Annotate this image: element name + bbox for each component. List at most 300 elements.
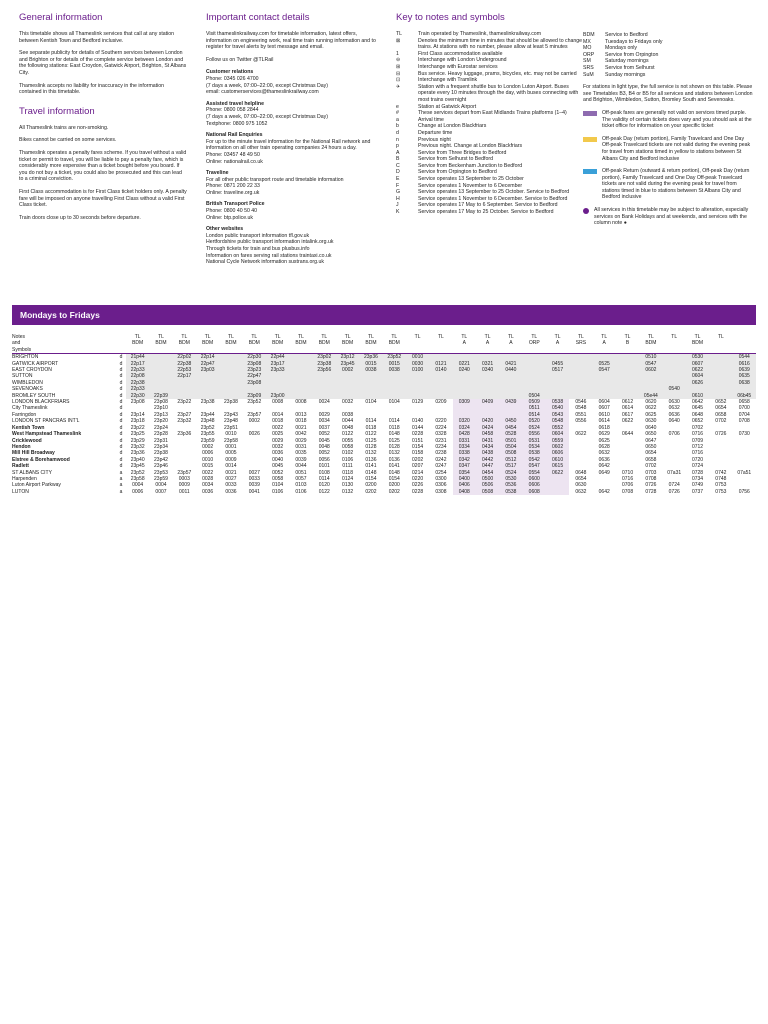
contact-group-heading: Customer relations	[206, 69, 254, 76]
fare-swatch-row	[583, 136, 753, 162]
key-symbol: a	[396, 116, 399, 123]
time-cell: 0057	[295, 475, 307, 482]
time-cell: 23p59	[154, 475, 168, 482]
time-cell: 0455	[546, 361, 569, 367]
station-name: Kentish Town	[12, 424, 45, 431]
time-cell: 0421	[499, 361, 522, 367]
contact-group-heading: Traveline	[206, 170, 229, 177]
time-cell: 0103	[295, 482, 307, 489]
symbol-cell	[429, 347, 452, 354]
station-name: BRIGHTON	[12, 354, 116, 361]
symbol-cell	[383, 347, 406, 354]
time-cell: 07a51	[737, 469, 752, 476]
time-cell: 0510	[639, 354, 662, 361]
key-meaning: Previous night. Change at London Blackfriars	[418, 143, 523, 150]
time-cell: 0038	[383, 367, 406, 373]
operator-code: TL	[507, 334, 514, 340]
time-cell: 0214	[412, 469, 424, 476]
symbol-cell	[173, 347, 196, 354]
time-cell: 0622	[621, 418, 634, 425]
time-cell: 0300	[435, 475, 447, 482]
time-cell: 0228	[412, 488, 424, 495]
key-meaning: Tuesdays to Fridays only	[605, 38, 663, 45]
time-cell: 0700	[738, 405, 750, 412]
time-cell: 0231	[435, 437, 447, 444]
time-cell: 0440	[499, 367, 522, 373]
time-cell: 23p40	[130, 456, 145, 463]
key-meaning: Service operates 13 September to 25 October. Service to Bedford	[418, 189, 570, 196]
time-cell: 0015	[359, 361, 382, 367]
key-meaning: Change at London Blackfriars	[418, 123, 487, 130]
key-symbol: MX	[583, 38, 591, 45]
time-cell: 0524	[523, 425, 546, 431]
arrive-depart-marker: d	[119, 463, 123, 470]
operator-code: TL	[647, 334, 654, 340]
time-cell: 0309	[453, 399, 476, 405]
time-cell: 0007	[155, 488, 167, 495]
key-row	[396, 209, 586, 216]
time-cell: 0406	[453, 482, 476, 488]
key-symbol: ORP	[583, 51, 595, 58]
time-cell: 22p17	[173, 373, 196, 379]
time-cell: 0028	[202, 475, 214, 482]
arrive-depart-marker: d	[119, 450, 123, 457]
key-meaning: Station with a frequent shuttle bus to London Luton Airport. Buses operate every 10 minutes through the day, with buses connecting with most trains overnight	[418, 83, 579, 103]
time-cell: 0647	[645, 437, 657, 444]
time-cell: 22p14	[196, 354, 219, 361]
service-note: BDM	[225, 340, 237, 347]
time-cell: 0209	[435, 399, 447, 406]
key-symbol: B	[396, 156, 400, 163]
time-cell: 23p31	[154, 437, 168, 444]
service-note: A	[602, 340, 606, 347]
station-name: Mill Hill Broadway	[12, 450, 55, 457]
contact-line: Phone: 0345 026 4700	[206, 75, 259, 82]
key-row	[396, 202, 586, 209]
time-cell: 0512	[499, 457, 522, 463]
operator-code: TL	[554, 334, 561, 340]
time-cell: 0354	[453, 470, 476, 476]
time-cell: 0035	[295, 450, 307, 457]
key-row	[396, 77, 586, 84]
time-cell	[289, 354, 312, 361]
key-meaning: Service from Orpington	[605, 51, 659, 58]
time-cell: 0031	[295, 443, 307, 450]
operator-code: TL	[391, 334, 398, 340]
time-cell: 0600	[523, 476, 546, 482]
time-cell: 23p20	[154, 418, 168, 425]
symbol-cell	[243, 347, 266, 354]
time-cell: 0554	[523, 470, 546, 476]
contact-group	[206, 69, 382, 95]
time-cell: 23p08	[130, 399, 145, 406]
time-cell: 0530	[686, 354, 709, 361]
time-cell: 0726	[645, 482, 657, 489]
symbol-cell	[149, 347, 172, 354]
time-cell: 0202	[412, 456, 424, 463]
time-cell: 0622	[686, 367, 709, 373]
time-cell: 22p38	[126, 380, 149, 386]
time-cell: 0037	[318, 424, 330, 431]
travel-info-title: Travel information	[19, 105, 95, 117]
time-cell: 0710	[621, 469, 634, 476]
time-cell: 23p12	[336, 354, 359, 361]
key-row	[396, 130, 586, 137]
time-cell: 0015	[202, 463, 214, 470]
time-cell: 0420	[476, 418, 499, 424]
time-cell: 0748	[715, 475, 727, 482]
time-cell: 0712	[691, 443, 704, 450]
time-cell: 0234	[435, 443, 447, 450]
time-cell: 0708	[645, 475, 657, 482]
time-cell: 23p52	[383, 354, 406, 361]
time-cell: 23p34	[154, 443, 168, 450]
time-cell: 0238	[435, 450, 447, 457]
time-cell: 23p58	[224, 437, 238, 444]
time-cell: 0602	[546, 444, 569, 450]
time-cell: 23p27	[177, 411, 192, 418]
key-column	[396, 12, 586, 216]
time-cell: 0454	[476, 470, 499, 476]
symbol-cell	[476, 347, 499, 354]
operator-code: TL	[368, 334, 374, 340]
time-cell: 0702	[691, 424, 704, 431]
time-cell: 23p14	[130, 411, 145, 418]
key-title: Key to notes and symbols	[396, 12, 505, 23]
station-name: GATWICK AIRPORT	[12, 360, 59, 367]
time-cell: 0008	[295, 399, 307, 406]
time-cell: 0556	[523, 431, 546, 437]
time-cell: 22p33	[126, 386, 149, 392]
time-cell: 0438	[476, 450, 499, 456]
general-info-p3: Thameslink accepts no liability for inaccuracy in the information contained in this timetable.	[19, 82, 165, 96]
service-note: BDM	[388, 340, 400, 347]
travel-info-p1: All Thameslink trains are non-smoking.	[19, 124, 109, 131]
time-cell: 0022	[272, 424, 284, 431]
time-cell: 0125	[388, 437, 400, 444]
general-info-column	[19, 12, 187, 227]
time-cell: 23p51	[224, 424, 238, 431]
time-cell: 0632	[598, 450, 610, 457]
time-cell: 0328	[435, 431, 447, 438]
symbol-cell	[616, 347, 639, 354]
time-cell: 0320	[453, 418, 476, 424]
time-cell: 0136	[388, 456, 400, 463]
time-cell: 0608	[523, 489, 546, 495]
contact-line: (7 days a week, 07:00–22:00, except Christmas Day)	[206, 82, 328, 89]
time-cell: 0207	[412, 463, 424, 470]
station-name: SEVENOAKS	[12, 386, 43, 393]
key-meaning: Interchange with Eurostar services	[418, 63, 498, 70]
time-cell: 0202	[388, 488, 400, 495]
time-cell: 0517	[546, 367, 569, 373]
time-cell: 0027	[248, 469, 260, 476]
time-cell: 0114	[365, 418, 377, 425]
time-cell: 0338	[453, 450, 476, 456]
time-cell: 0632	[668, 405, 680, 412]
operator-code: TL	[414, 334, 421, 340]
time-cell: 0114	[318, 475, 330, 482]
time-cell: 0517	[499, 463, 522, 469]
arrive-depart-marker: d	[119, 386, 123, 393]
time-cell: 0321	[476, 361, 499, 367]
timetable-symbols-row	[12, 347, 756, 354]
time-cell: 23p45	[130, 463, 145, 470]
time-cell: 0140	[429, 367, 452, 373]
key-symbol: H	[396, 195, 400, 202]
time-cell: 0409	[476, 399, 499, 405]
time-cell: 0616	[733, 361, 756, 367]
time-cell: 22p17	[126, 361, 149, 367]
contact-group	[206, 226, 382, 266]
time-cell: 0011	[178, 488, 190, 495]
time-cell: 0506	[476, 482, 499, 488]
timetable-row	[12, 354, 756, 361]
time-cell: 0030	[406, 361, 429, 367]
station-name: Radlett	[12, 463, 29, 470]
time-cell: 0544	[733, 354, 756, 361]
time-cell: 0347	[453, 463, 476, 469]
contact-group-heading: Assisted travel helpline	[206, 100, 264, 107]
time-cell: 0447	[476, 463, 499, 469]
time-cell: 0040	[272, 456, 284, 463]
time-cell: 0642	[598, 488, 610, 495]
time-cell	[546, 354, 569, 361]
time-cell: 07a31	[667, 469, 682, 476]
time-cell: 0622	[546, 470, 569, 476]
time-cell: 0644	[621, 431, 634, 438]
time-cell: 0042	[295, 431, 307, 438]
time-cell: 0008	[272, 399, 284, 406]
time-cell: 23p36	[130, 450, 145, 457]
time-cell: 0202	[365, 488, 377, 495]
key-symbol: ⊠	[396, 37, 401, 44]
symbol-cell	[733, 347, 756, 354]
time-cell: 0650	[645, 431, 657, 438]
service-note: BDM	[295, 340, 307, 347]
general-info-p2: See separate publicity for details of Southern services between London and Brighton or for details of the complete service between London and the following stations: East Croydon, Gatwick Airport, Brighton, St Albans City.	[19, 50, 187, 76]
contact-line: Phone: 0800 058 2844	[206, 107, 259, 114]
time-cell: 0547	[593, 367, 616, 373]
time-cell: 0002	[248, 418, 260, 425]
time-cell: 0709	[691, 437, 704, 444]
time-cell: 0221	[453, 361, 476, 367]
time-cell: 23p44	[200, 411, 215, 418]
time-cell: 0622	[645, 405, 657, 412]
time-cell: 0009	[225, 456, 237, 463]
time-cell: 0547	[639, 361, 662, 367]
time-cell: 0025	[272, 431, 284, 438]
time-cell: 0630	[668, 399, 680, 406]
time-cell: 0649	[598, 469, 610, 476]
key-meaning: Service from Selhurst to Bedford	[418, 156, 493, 163]
operator-code: TL	[181, 334, 188, 340]
time-cell: 0706	[621, 482, 634, 489]
time-cell: 21p44	[126, 354, 149, 361]
operator-code: TL	[228, 334, 234, 340]
time-cell: 0055	[342, 437, 354, 444]
time-cell: 0540	[546, 405, 569, 411]
time-cell: 0632	[575, 488, 587, 495]
time-cell: 23p09	[243, 393, 266, 399]
time-cell: 0029	[295, 437, 307, 444]
time-cell: 23p48	[200, 418, 215, 425]
time-cell: 0500	[476, 476, 499, 482]
time-cell: 0606	[546, 450, 569, 456]
time-cell: 22p08	[126, 373, 149, 379]
time-cell: 0540	[663, 386, 686, 392]
key-row	[396, 176, 586, 183]
key-row	[583, 39, 753, 46]
time-cell: 0652	[715, 399, 727, 406]
symbol-cell	[639, 347, 662, 354]
time-cell: 23p17	[266, 361, 289, 367]
time-cell: 23p43	[224, 411, 238, 418]
time-cell: 0504	[523, 393, 546, 399]
key-symbol: C	[396, 162, 400, 169]
time-cell: 0148	[388, 469, 400, 476]
time-cell: 0052	[272, 469, 284, 476]
time-cell: 0010	[406, 354, 429, 361]
operator-code: TL	[344, 334, 351, 340]
time-cell: 0724	[691, 463, 704, 470]
time-cell: 23p02	[313, 354, 336, 361]
time-cell: 0148	[388, 431, 400, 438]
arrive-depart-marker: a	[119, 482, 123, 489]
time-cell: 23p10	[154, 405, 168, 412]
symbol-cell	[313, 347, 336, 354]
time-cell: 0630	[645, 418, 657, 425]
time-cell: 0610	[598, 411, 610, 418]
key-row	[396, 104, 586, 111]
alteration-note	[583, 207, 753, 227]
station-name: ST ALBANS CITY	[12, 469, 52, 476]
general-info-p1: This timetable shows all Thameslink services that call at any station between Kentish Town and Bedford inclusive.	[19, 31, 175, 44]
time-cell: 0520	[523, 418, 546, 424]
time-cell: 0607	[686, 361, 709, 367]
time-cell: 0036	[202, 488, 214, 495]
key-symbol: F	[396, 182, 400, 189]
contact-line: Information on fares serving rail stations traintaxi.co.uk	[206, 252, 332, 259]
time-cell: 0010	[202, 456, 214, 463]
time-cell: 0547	[523, 463, 546, 469]
time-cell: 0154	[365, 475, 377, 482]
operator-code: TL	[601, 334, 608, 340]
key-meaning: Service operates 17 May to 25 October. Service to Bedford	[418, 209, 554, 216]
key-row	[583, 52, 753, 59]
service-note: A	[555, 340, 560, 347]
time-cell: 0548	[575, 405, 587, 412]
time-cell: 0511	[523, 405, 546, 411]
time-cell: 0018	[295, 418, 307, 425]
key-row	[583, 72, 753, 79]
arrive-depart-marker: d	[116, 354, 126, 361]
time-cell: 0006	[202, 450, 214, 457]
contact-line: Textphone: 0800 975 1052	[206, 120, 268, 127]
time-cell: 23p52	[200, 424, 215, 431]
time-cell: 22p02	[173, 354, 196, 361]
symbol-cell	[359, 347, 382, 354]
time-cell: 0501	[499, 438, 522, 444]
time-cell: 0654	[575, 475, 587, 482]
station-name: SUTTON	[12, 373, 33, 380]
symbol-cell	[336, 347, 359, 354]
time-cell: 0154	[412, 443, 424, 450]
time-cell: 0543	[546, 412, 569, 418]
time-cell: 0508	[476, 489, 499, 495]
station-name: LONDON BLACKFRIARS	[12, 399, 70, 406]
time-cell: 0400	[453, 476, 476, 482]
travel-info-p3: Thameslink operates a penalty fares scheme. If you travel without a valid ticket or permit to travel, you will be liable to pay a penalty fare, which is considerably more expensive than a ticket bought before you board. If you do not buy a ticket, you could also be prosecuted and this can lead to a criminal conviction.	[19, 149, 187, 183]
time-cell: 22p38	[173, 361, 196, 367]
time-cell: 0106	[295, 488, 307, 495]
time-cell: 0614	[598, 418, 610, 425]
time-cell: 0612	[621, 399, 634, 406]
time-cell: 0058	[272, 475, 284, 482]
time-cell: 0626	[686, 380, 709, 386]
time-cell: 0531	[523, 438, 546, 444]
time-cell: 0658	[645, 456, 657, 463]
time-cell: 23p18	[130, 418, 145, 425]
service-note: BDM	[202, 340, 214, 347]
time-cell: 0022	[202, 469, 214, 476]
time-cell: 0559	[546, 438, 569, 444]
time-cell: 0728	[645, 488, 657, 495]
key-meaning: Service from Beckenham Junction to Bedford	[418, 162, 523, 169]
key-row	[583, 65, 753, 72]
operator-code: TL	[251, 334, 258, 340]
key-row	[396, 31, 586, 38]
time-cell: 0704	[738, 411, 750, 418]
time-cell: 0434	[476, 444, 499, 450]
key-meaning: Bus service. Heavy luggage, prams, bicycles, etc. may not be carried	[418, 70, 577, 77]
station-name: BROMLEY SOUTH	[12, 392, 56, 399]
time-cell: 0542	[523, 457, 546, 463]
time-cell: 0306	[435, 482, 447, 489]
key-symbol: d	[396, 129, 399, 136]
key-meaning: Train operated by Thameslink, thameslinkrailway.com	[418, 31, 542, 37]
time-cell: 22p39	[149, 393, 172, 399]
key-row	[583, 45, 753, 52]
time-cell: 0614	[621, 405, 634, 412]
time-cell: 0220	[435, 418, 447, 425]
time-cell: 23p25	[130, 431, 145, 438]
time-cell: 0034	[202, 482, 214, 489]
key-symbol: BDM	[583, 32, 595, 38]
time-cell: 23p22	[130, 424, 145, 431]
time-cell: 0144	[412, 424, 424, 431]
time-cell: 23p45	[336, 361, 359, 367]
time-cell: 0101	[318, 463, 330, 470]
contact-group-heading: National Rail Enquiries	[206, 132, 263, 139]
key-symbol: ⊟	[396, 70, 401, 77]
time-cell: 0034	[318, 418, 330, 425]
time-cell: 0642	[598, 463, 610, 470]
time-cell: 0014	[225, 463, 237, 470]
key-meaning: Service operates 1 November to 6 December. Service to Bedford	[418, 195, 568, 202]
contact-line: Online: traveline.org.uk	[206, 189, 260, 196]
time-cell: 23p03	[196, 367, 219, 373]
time-cell: 0111	[342, 463, 353, 470]
time-cell: 0036	[225, 488, 237, 495]
travel-info-p5: Train doors close up to 30 seconds before departure.	[19, 214, 141, 221]
time-cell: 0340	[476, 367, 499, 373]
time-cell: 0648	[575, 469, 587, 476]
row-label-spacer	[116, 347, 126, 354]
symbol-cell	[126, 347, 149, 354]
time-cell: 0454	[499, 425, 522, 431]
time-cell: 22p30	[126, 393, 149, 399]
